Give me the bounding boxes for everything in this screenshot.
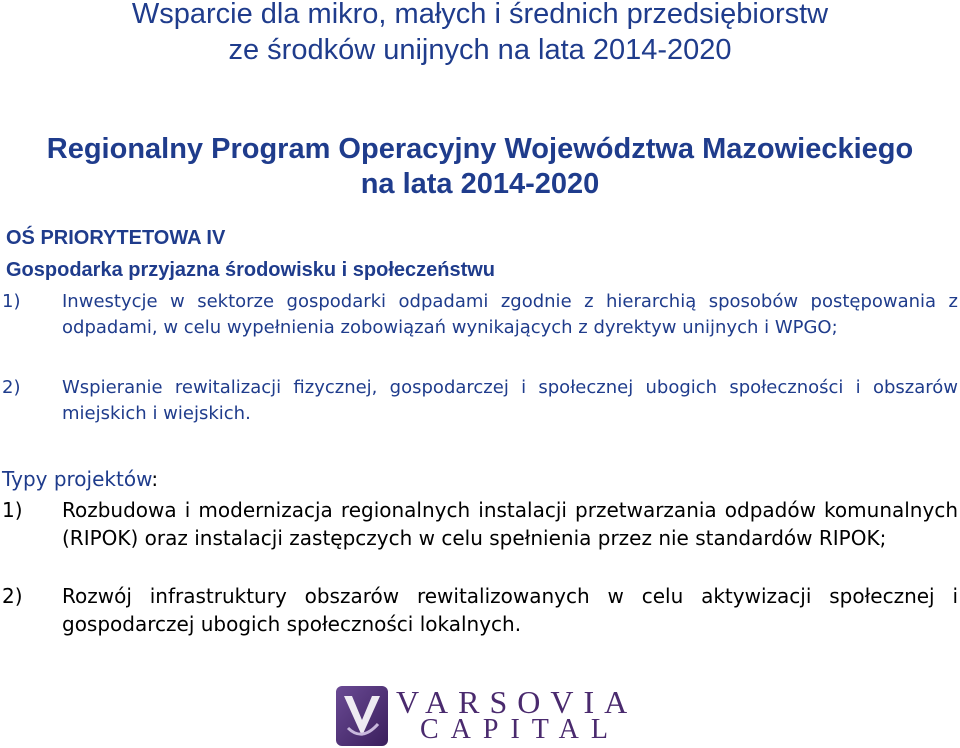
list-item bbox=[0, 582, 958, 638]
program-title-line-1: Regionalny Program Operacyjny Województwa Mazowieckiego bbox=[46, 133, 914, 165]
list-item-number: 1) bbox=[2, 498, 23, 522]
list-item-text: Inwestycje w sektorze gospodarki odpadami zgodnie z hierarchią sposobów postępowania z odpadami, w celu wypełnienia zobowiązań wynikających z dyrektyw unijnych i WPGO; bbox=[62, 291, 958, 338]
list-item-text: Rozbudowa i modernizacja regionalnych instalacji przetwarzania odpadów komunalnych (RIPOK) oraz instalacji zastępczych w celu spełnienia przez nie standardów RIPOK; bbox=[62, 498, 958, 550]
page-title-line-2: ze środków unijnych na lata 2014-2020 bbox=[228, 34, 732, 66]
program-title-line-2: na lata 2014-2020 bbox=[360, 168, 600, 200]
list-item-number: 1) bbox=[2, 291, 21, 312]
priority-axis-heading: OŚ PRIORYTETOWA IV bbox=[6, 227, 226, 249]
page-title-line-1: Wsparcie dla mikro, małych i średnich przedsiębiorstw bbox=[131, 0, 829, 30]
list-item-number: 2) bbox=[2, 584, 23, 608]
logo-text-line-2: CAPITAL bbox=[420, 714, 620, 745]
logo-text-line-1: VARSOVIA bbox=[396, 684, 638, 720]
project-types-colon: : bbox=[151, 467, 159, 491]
logo-mark-icon bbox=[334, 684, 390, 748]
list-item-number: 2) bbox=[2, 377, 21, 398]
project-types-label: Typy projektów bbox=[2, 467, 152, 491]
project-types-heading bbox=[2, 466, 158, 492]
list-item-text: Wspieranie rewitalizacji fizycznej, gospodarczej i społecznej ubogich społeczności i obszarów miejskich i wiejskich. bbox=[62, 377, 958, 424]
list-item bbox=[0, 375, 958, 427]
varsovia-capital-logo bbox=[334, 684, 638, 748]
list-item bbox=[0, 289, 958, 341]
list-item bbox=[0, 496, 958, 552]
priority-axis-name: Gospodarka przyjazna środowisku i społeczeństwu bbox=[6, 259, 496, 281]
list-item-text: Rozwój infrastruktury obszarów rewitalizowanych w celu aktywizacji społecznej i gospodarczej ubogich społeczności lokalnych. bbox=[62, 584, 958, 636]
